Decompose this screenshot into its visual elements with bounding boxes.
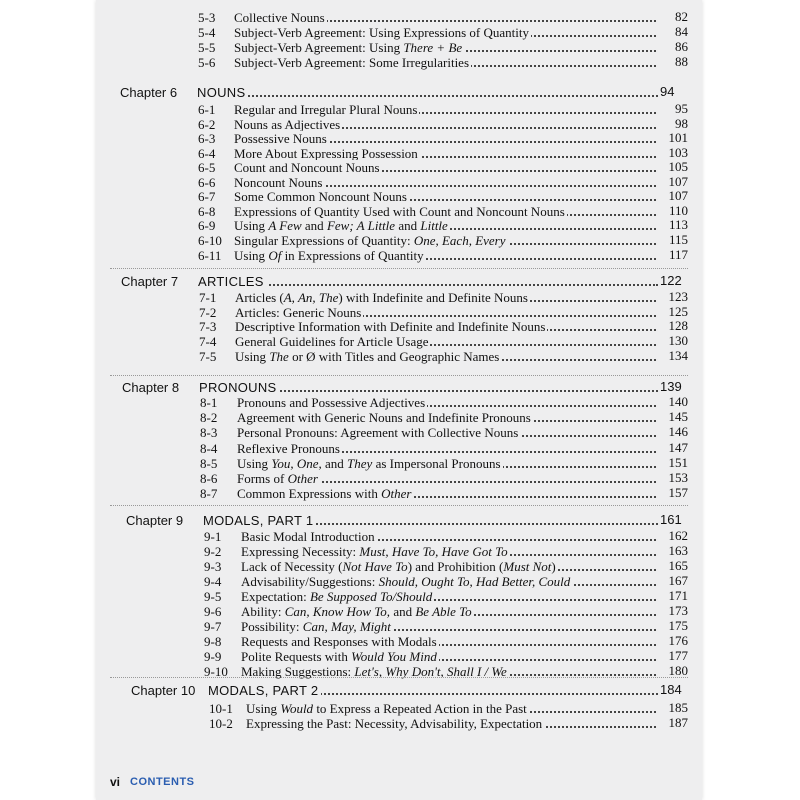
section-title: Expressing Necessity: Must, Have To, Have Got To [241, 544, 508, 559]
chapter-title: NOUNS [197, 85, 248, 100]
section-number: 9-7 [204, 619, 222, 634]
section-number: 5-6 [198, 55, 216, 70]
section-title: Subject-Verb Agreement: Some Irregularities [234, 55, 470, 70]
section-page: 167 [656, 573, 688, 589]
footer-section-label: CONTENTS [130, 776, 195, 788]
section-page: 128 [656, 318, 688, 334]
section-page: 151 [656, 455, 688, 471]
chapter-page: 122 [660, 273, 682, 288]
section-page: 165 [656, 558, 688, 574]
section-number: 8-5 [200, 455, 218, 471]
section-number: 6-2 [198, 116, 216, 132]
section-title: Using Would to Express a Repeated Action in the Past [246, 701, 527, 716]
section-title: Singular Expressions of Quantity: One, Each, Every [234, 232, 506, 248]
section-title: Pronouns and Possessive Adjectives [237, 395, 426, 410]
section-page: 110 [656, 203, 688, 219]
section-title: Polite Requests with Would You Mind [241, 649, 437, 664]
section-page: 82 [656, 9, 688, 25]
section-number: 8-6 [200, 471, 218, 486]
section-title: Regular and Irregular Plural Nouns [234, 102, 418, 117]
chapter-title: MODALS, PART 2 [208, 683, 321, 698]
chapter-label: Chapter 7 [121, 274, 179, 289]
section-page: 86 [656, 39, 688, 55]
section-page: 140 [656, 394, 688, 410]
section-title: Using You, One, and They as Impersonal Pronouns [237, 455, 501, 471]
section-title: Subject-Verb Agreement: Using There + Be [234, 40, 463, 55]
section-page: 175 [656, 618, 688, 634]
section-page: 176 [656, 633, 688, 649]
section-title: Descriptive Information with Definite and Indefinite Nouns [235, 319, 546, 335]
section-number: 7-5 [199, 348, 217, 364]
chapter-divider [110, 375, 688, 376]
chapter-title: ARTICLES [198, 274, 267, 289]
section-page: 101 [656, 130, 688, 146]
section-title: Some Common Noncount Nouns [234, 189, 407, 205]
section-number: 5-3 [198, 10, 216, 25]
section-number: 7-3 [199, 319, 217, 335]
section-page: 98 [656, 116, 688, 132]
section-title: Agreement with Generic Nouns and Indefinite Pronouns [237, 410, 531, 426]
section-page: 107 [656, 174, 688, 190]
section-page: 153 [656, 470, 688, 486]
section-number: 9-10 [204, 664, 228, 679]
section-number: 5-5 [198, 40, 216, 55]
section-page: 146 [656, 424, 688, 440]
section-number: 6-11 [198, 247, 222, 263]
section-number: 10-1 [209, 701, 233, 716]
section-number: 9-8 [204, 634, 222, 649]
section-page: 95 [656, 101, 688, 117]
section-number: 8-7 [200, 486, 218, 502]
section-title: Expressing the Past: Necessity, Advisability, Expectation [246, 716, 543, 731]
section-title: Forms of Other [237, 471, 318, 486]
section-number: 7-2 [199, 304, 217, 320]
section-title: Articles (A, An, The) with Indefinite and Definite Nouns [235, 290, 528, 305]
section-number: 6-4 [198, 145, 216, 161]
section-title: Basic Modal Introduction [241, 529, 375, 544]
chapter-label: Chapter 6 [120, 85, 178, 100]
section-number: 6-9 [198, 218, 216, 234]
section-number: 9-4 [204, 574, 222, 589]
section-page: 147 [656, 440, 688, 456]
section-page: 123 [656, 289, 688, 305]
section-title: Using Of in Expressions of Quantity [234, 247, 424, 263]
section-page: 173 [656, 603, 688, 619]
section-number: 9-6 [204, 604, 222, 619]
section-title: Expressions of Quantity Used with Count and Noncount Nouns [234, 203, 565, 219]
section-page: 103 [656, 145, 688, 161]
section-title: Using A Few and Few; A Little and Little [234, 218, 448, 234]
section-title: Making Suggestions: Let's, Why Don't, Shall I / We [241, 664, 507, 679]
section-title: Common Expressions with Other [237, 486, 412, 502]
section-page: 84 [656, 24, 688, 40]
chapter-title: PRONOUNS [199, 380, 280, 395]
chapter-title: MODALS, PART 1 [203, 513, 316, 528]
section-page: 88 [656, 54, 688, 70]
section-title: More About Expressing Possession [234, 145, 418, 161]
section-number: 8-4 [200, 440, 218, 456]
section-number: 5-4 [198, 25, 216, 40]
chapter-page: 161 [660, 512, 682, 527]
section-title: Using The or Ø with Titles and Geographic Names [235, 348, 500, 364]
section-page: 187 [656, 715, 688, 731]
section-number: 6-8 [198, 203, 216, 219]
section-title: Possessive Nouns [234, 131, 327, 147]
section-page: 125 [656, 304, 688, 320]
section-page: 180 [656, 663, 688, 679]
section-number: 8-1 [200, 395, 218, 410]
section-number: 9-5 [204, 589, 222, 604]
chapter-divider [110, 268, 688, 269]
section-title: Personal Pronouns: Agreement with Collective Nouns [237, 425, 519, 441]
chapter-label: Chapter 9 [126, 513, 184, 528]
section-title: Noncount Nouns [234, 174, 323, 190]
section-page: 157 [656, 485, 688, 501]
section-title: Count and Noncount Nouns [234, 160, 380, 176]
section-page: 107 [656, 188, 688, 204]
section-page: 185 [656, 700, 688, 716]
section-title: Ability: Can, Know How To, and Be Able To [241, 604, 472, 619]
section-number: 7-1 [199, 290, 217, 305]
chapter-dot-leader [198, 284, 658, 286]
section-page: 177 [656, 648, 688, 664]
section-title: Articles: Generic Nouns [235, 304, 362, 320]
section-title: Collective Nouns [234, 10, 325, 25]
chapter-divider [110, 505, 688, 506]
section-number: 9-1 [204, 529, 222, 544]
section-number: 7-4 [199, 334, 217, 350]
section-title: Possibility: Can, May, Might [241, 619, 391, 634]
chapter-divider [110, 677, 688, 678]
section-page: 134 [656, 348, 688, 364]
section-title: Lack of Necessity (Not Have To) and Prohibition (Must Not) [241, 559, 556, 574]
section-number: 6-6 [198, 174, 216, 190]
section-number: 8-2 [200, 410, 218, 426]
section-page: 115 [656, 232, 688, 248]
section-page: 130 [656, 333, 688, 349]
footer-page-number: vi [110, 775, 121, 789]
section-page: 105 [656, 159, 688, 175]
section-title: Expectation: Be Supposed To/Should [241, 589, 433, 604]
chapter-label: Chapter 10 [131, 683, 196, 698]
section-page: 113 [656, 217, 688, 233]
section-page: 162 [656, 528, 688, 544]
chapter-page: 184 [660, 682, 682, 697]
chapter-page: 139 [660, 379, 682, 394]
section-number: 8-3 [200, 425, 218, 441]
section-title: Reflexive Pronouns [237, 440, 340, 456]
section-number: 6-10 [198, 232, 222, 248]
section-page: 163 [656, 543, 688, 559]
section-title: General Guidelines for Article Usage [235, 334, 429, 350]
section-title: Nouns as Adjectives [234, 116, 341, 132]
section-number: 6-3 [198, 131, 216, 147]
section-title: Subject-Verb Agreement: Using Expressions of Quantity [234, 25, 529, 40]
section-title: Advisability/Suggestions: Should, Ought To, Had Better, Could [241, 574, 571, 589]
section-page: 145 [656, 409, 688, 425]
section-number: 9-2 [204, 544, 222, 559]
section-number: 6-5 [198, 160, 216, 176]
section-number: 9-9 [204, 649, 222, 664]
section-number: 6-7 [198, 189, 216, 205]
chapter-page: 94 [660, 84, 675, 99]
section-number: 10-2 [209, 716, 233, 731]
section-page: 117 [656, 247, 688, 263]
section-number: 6-1 [198, 102, 216, 117]
section-page: 171 [656, 588, 688, 604]
section-number: 9-3 [204, 559, 222, 574]
chapter-label: Chapter 8 [122, 380, 180, 395]
chapter-dot-leader [197, 95, 658, 97]
section-title: Requests and Responses with Modals [241, 634, 437, 649]
